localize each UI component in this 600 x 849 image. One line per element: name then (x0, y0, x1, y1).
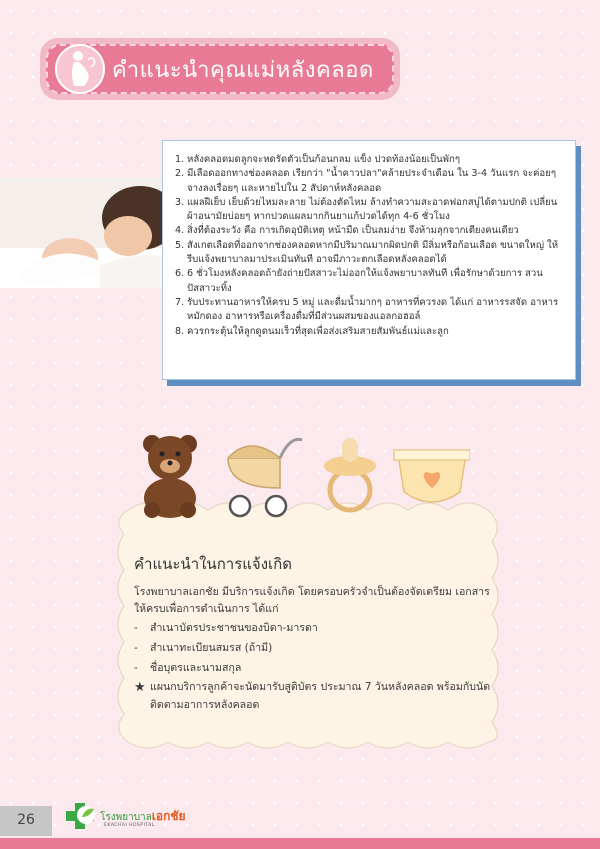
hospital-name-english: EKACHAI HOSPITAL (104, 823, 155, 828)
diaper-icon (394, 450, 470, 502)
birth-notice-intro: โรงพยาบาลเอกชัย มีบริการแจ้งเกิด โดยครอบครัวจำเป็นต้องจัดเตรียม เอกสารให้ครบเพื่อการดำเนินการ ได้แก่ (134, 586, 490, 615)
tip-item (175, 296, 565, 325)
tip-text: สังเกตเลือดที่ออกจากช่องคลอดหากมีปริมาณมากผิดปกติ มีลิ่มหรือก้อนเลือด ขนาดใหญ่ ให้รีบแจ้งพยาบาลมาประเมินทันที อาจมีภาวะตกเลือดหลังคลอดได้ (187, 239, 559, 266)
tip-text: สิ่งที่ต้องระวัง คือ การเกิดอุบัติเหตุ หน้ามืด เป็นลมง่าย จึงห้ามลุกจากเตียงคนเดียว (187, 225, 519, 237)
dash-bullet: - (134, 622, 138, 634)
hospital-name-prefix: โรงพยาบาล (100, 812, 152, 823)
tip-number: 5. (175, 239, 185, 251)
tip-item (175, 239, 565, 268)
tip-item (175, 267, 565, 296)
page-number: 26 (17, 812, 35, 828)
tip-number: 4. (175, 225, 185, 237)
tip-text: แผลฝีเย็บ เย็บด้วยไหมละลาย ไม่ต้องตัดไหม ล้างทำความสะอาดฟอกสบู่ได้ตามปกติ เปลี่ยนผ้าอนามัยบ่อยๆ หากปวดแผลมากกินยาแก้ปวดได้ทุก 4-6 ชั่วโมง (187, 196, 558, 223)
page-title: คำแนะนำคุณแม่หลังคลอด (112, 58, 374, 83)
tip-number: 6. (175, 268, 185, 280)
dash-bullet: - (134, 662, 138, 674)
tip-text: หลังคลอดมดลูกจะหดรัดตัวเป็นก้อนกลม แข็ง ปวดท้องน้อยเป็นพักๆ (187, 154, 460, 165)
tip-number: 1. (175, 154, 185, 165)
document-text: ชื่อบุตรและนามสกุล (150, 662, 242, 674)
tip-text: ควรกระตุ้นให้ลูกดูดนมเร็วที่สุดเพื่อส่งเสริมสายสัมพันธ์แม่และลูก (187, 325, 449, 337)
appointment-note-text: แผนกบริการลูกค้าจะนัดมารับสูติบัตร ประมาณ 7 วันหลังคลอด พร้อมกับนัดติดตามอาการหลังคลอด (150, 681, 491, 711)
tip-item (175, 167, 565, 196)
baby-items-illustration (130, 428, 470, 518)
tip-item (175, 153, 565, 167)
hospital-name-brand: เอกชัย (151, 809, 186, 823)
tip-item (175, 224, 565, 238)
document-item (134, 618, 494, 638)
star-icon: ★ (134, 680, 146, 695)
document-item (134, 638, 494, 658)
tips-list (175, 153, 565, 339)
birth-notice-content (134, 552, 494, 714)
tip-text: รับประทานอาหารให้ครบ 5 หมู่ และดื่มน้ำมากๆ อาหารที่ควรงด ได้แก่ อาหารรสจัด อาหารหมักดอง อาหารหรือเครื่องดื่มที่มีส่วนผสมของแอลกอฮอล์ (187, 296, 559, 323)
tip-text: 6 ชั่วโมงหลังคลอดถ้ายังถ่ายปัสสาวะไม่ออกให้แจ้งพยาบาลทันที เพื่อรักษาด้วยการ สวนปัสสาวะทิ้ง (187, 268, 543, 294)
tip-number: 3. (175, 196, 185, 208)
document-item (134, 658, 494, 678)
tip-item (175, 196, 565, 225)
tip-number: 8. (175, 325, 185, 337)
tip-text: มีเลือดออกทางช่องคลอด เรียกว่า "น้ำคาวปลา"คล้ายประจำเดือน ใน 3-4 วันแรก จะค่อยๆ จางลงเรื่อยๆ และหายไปใน 2 สัปดาห์หลังคลอด (187, 168, 556, 194)
pacifier-icon (324, 438, 376, 510)
tip-number: 7. (175, 296, 185, 308)
teddy-bear-icon (143, 435, 197, 518)
dash-bullet: - (134, 642, 138, 654)
appointment-note (134, 678, 494, 714)
tip-number: 2. (175, 168, 185, 180)
footer-bar (0, 838, 600, 849)
mother-baby-photo (0, 178, 180, 288)
baby-stroller-icon (228, 439, 302, 516)
document-text: สำเนาบัตรประชาชนของบิดา-มารดา (150, 622, 318, 634)
hospital-logo-icon (64, 801, 98, 831)
birth-notice-title: คำแนะนำในการแจ้งเกิด (134, 555, 292, 573)
document-text: สำเนาทะเบียนสมรส (ถ้ามี) (150, 642, 273, 654)
tip-item (175, 325, 565, 339)
postpartum-tips-card (162, 140, 576, 380)
pregnant-mother-icon (54, 42, 106, 96)
